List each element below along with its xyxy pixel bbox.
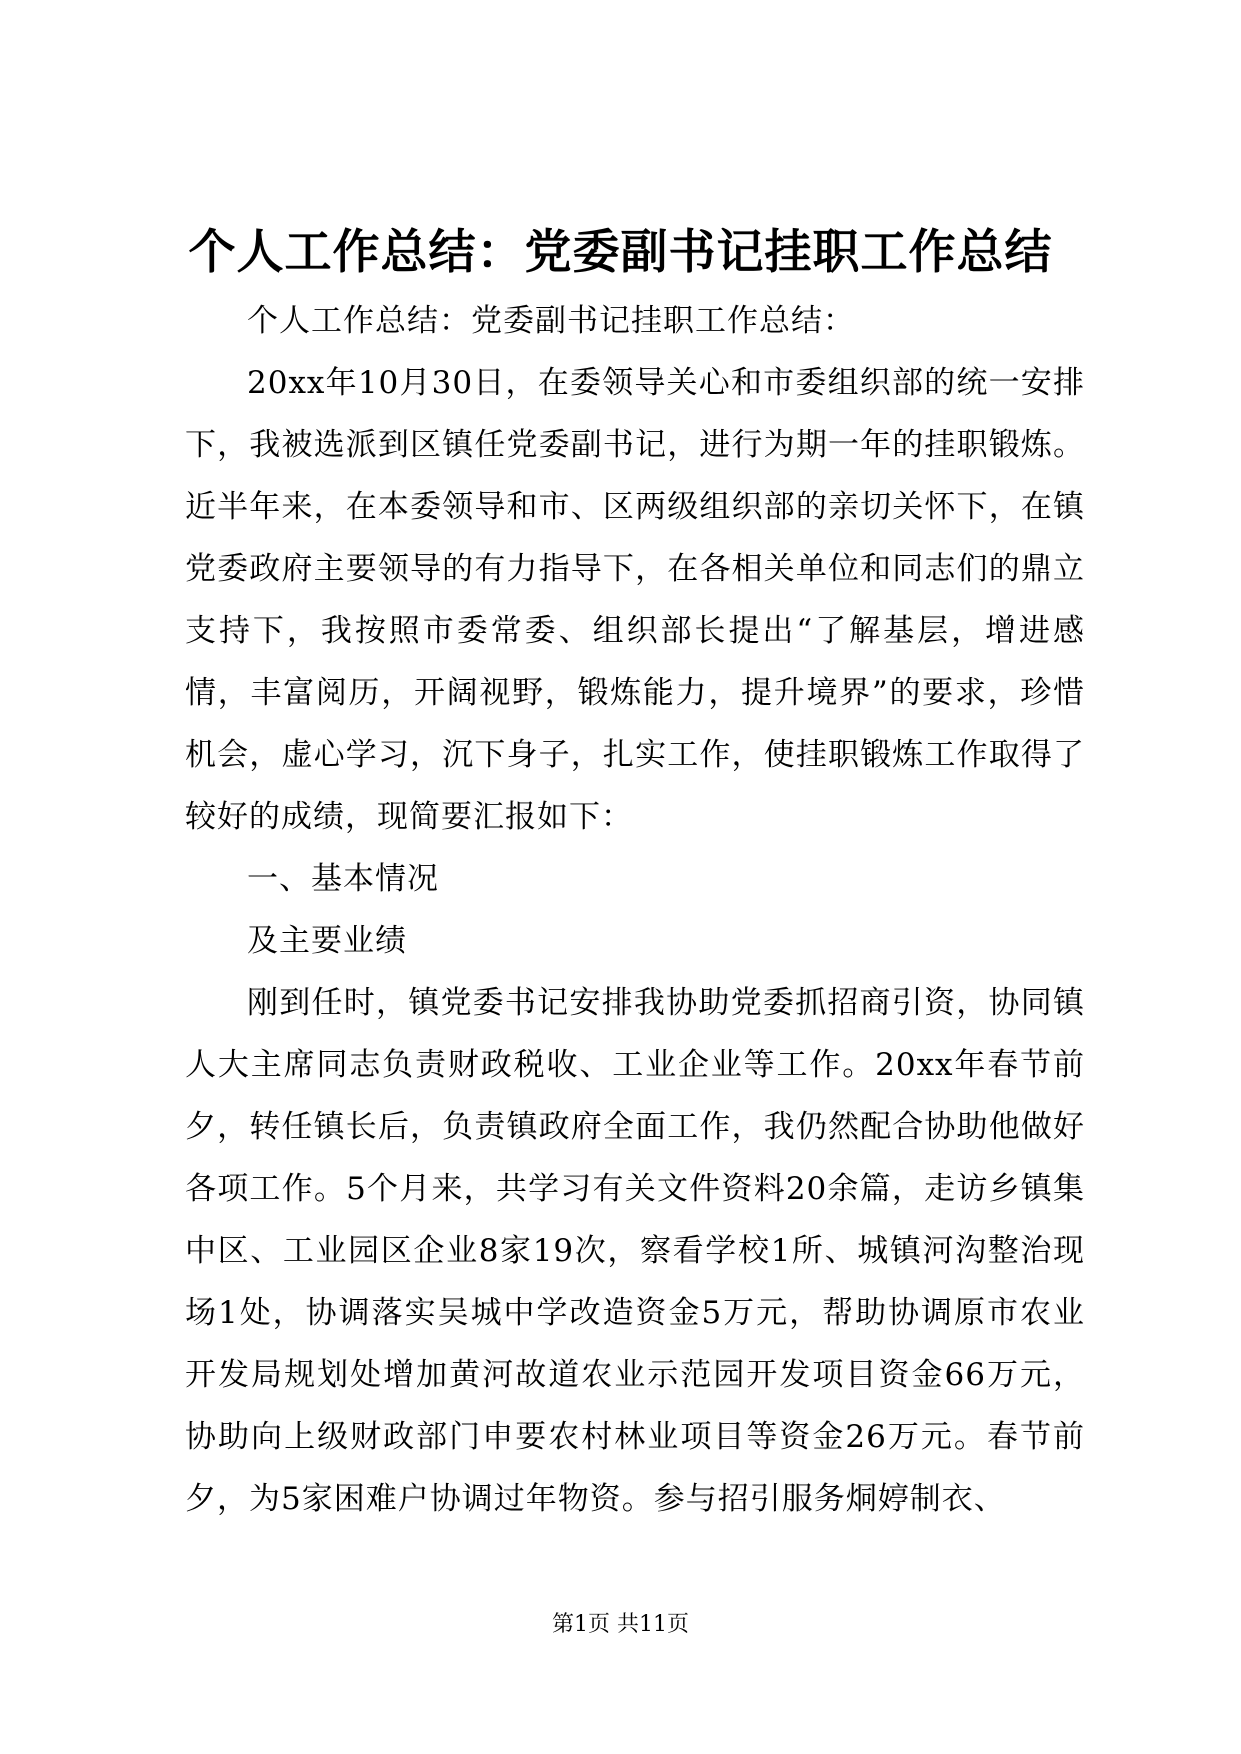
- paragraph-overview: 20xx年10月30日，在委领导关心和市委组织部的统一安排下，我被选派到区镇任党委副书记，进行为期一年的挂职锻炼。近半年来，在本委领导和市、区两级组织部的亲切关怀下，在镇党委政府主要领导的有力指导下，在各相关单位和同志们的鼎立支持下，我按照市委常委、组织部长提出“了解基层，增进感情，丰富阅历，开阔视野，锻炼能力，提升境界”的要求，珍惜机会，虚心学习，沉下身子，扎实工作，使挂职锻炼工作取得了较好的成绩，现简要汇报如下：: [185, 365, 1085, 835]
- document-body: [185, 290, 1085, 1530]
- paragraph-intro: 个人工作总结：党委副书记挂职工作总结：: [247, 303, 855, 339]
- section-heading-basic: 一、基本情况: [247, 861, 439, 897]
- page-number-footer: 第1页 共11页: [552, 1612, 689, 1637]
- document-title: 个人工作总结：党委副书记挂职工作总结: [188, 225, 1053, 280]
- section-heading-achievements: 及主要业绩: [247, 923, 407, 959]
- paragraph-details: 刚到任时，镇党委书记安排我协助党委抓招商引资，协同镇人大主席同志负责财政税收、工业企业等工作。20xx年春节前夕，转任镇长后，负责镇政府全面工作，我仍然配合协助他做好各项工作。5个月来，共学习有关文件资料20余篇，走访乡镇集中区、工业园区企业8家19次，察看学校1所、城镇河沟整治现场1处，协调落实吴城中学改造资金5万元，帮助协调原市农业开发局规划处增加黄河故道农业示范园开发项目资金66万元，协助向上级财政部门申要农村林业项目等资金26万元。春节前夕，为5家困难户协调过年物资。参与招引服务烔婷制衣、: [185, 985, 1085, 1517]
